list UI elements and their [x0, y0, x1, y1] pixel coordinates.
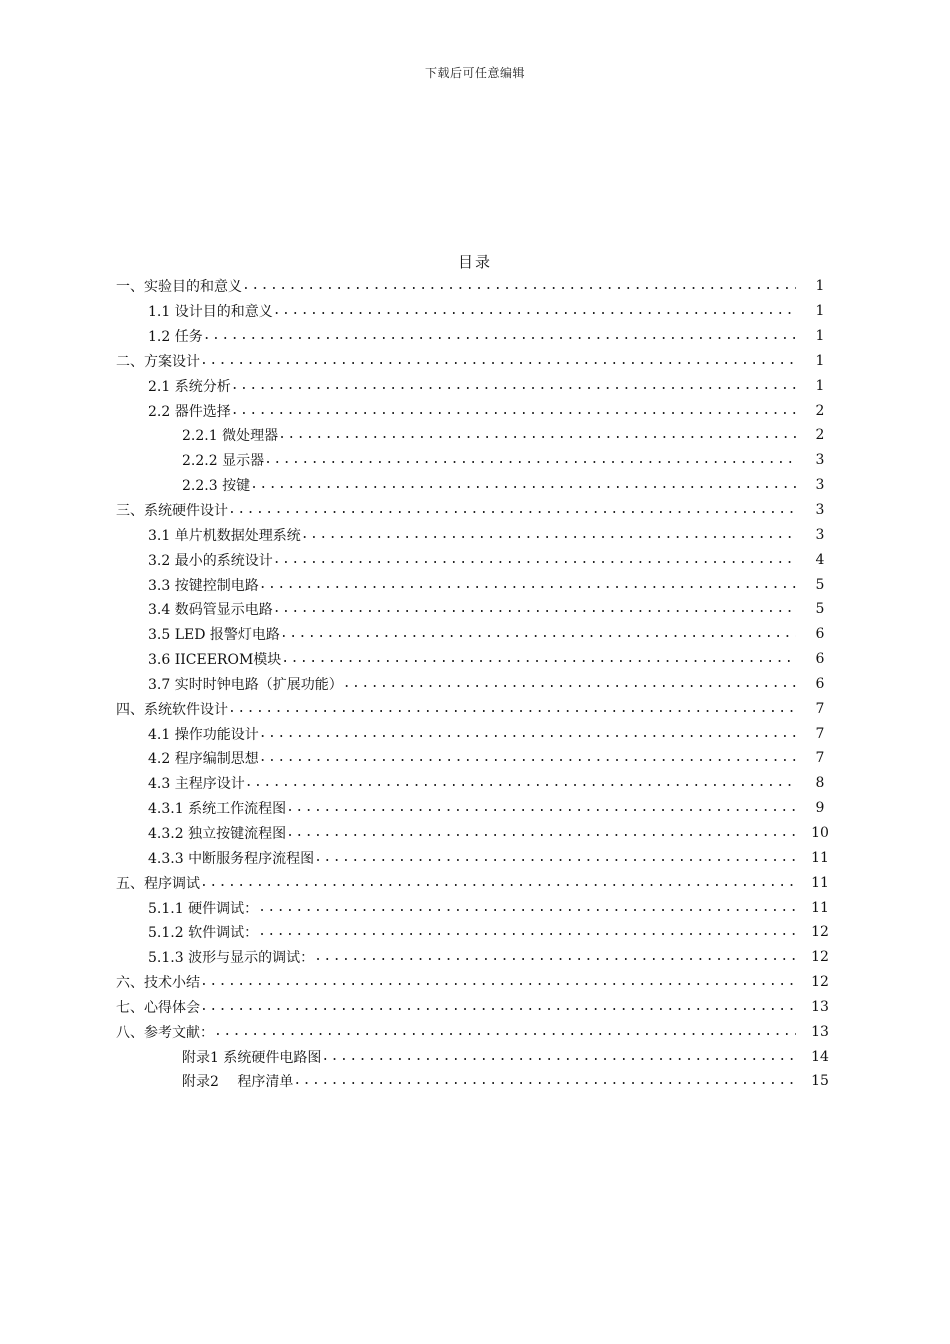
toc-entry-page-number: 13 [811, 998, 829, 1015]
toc-entry[interactable] [116, 597, 836, 622]
toc-entry-page-number: 15 [811, 1073, 829, 1090]
toc-entry-label: 五、程序调试 [116, 875, 200, 892]
toc-entry-page-number: 3 [815, 526, 825, 543]
toc-entry[interactable] [116, 448, 836, 473]
toc-dot-leader [293, 1073, 796, 1089]
toc-entry-label: 3.1 单片机数据处理系统 [148, 527, 301, 544]
toc-entry-label: 2.2 器件选择 [148, 403, 231, 420]
toc-entry[interactable] [116, 373, 836, 398]
toc-entry-page-number: 1 [815, 352, 825, 369]
toc-entry-label: 四、系统软件设计 [116, 701, 228, 718]
toc-dot-leader [231, 403, 796, 419]
toc-entry[interactable] [116, 895, 836, 920]
toc-entry-page-number: 12 [811, 949, 829, 966]
toc-entry-label: 5.1.2 软件调试： [148, 925, 259, 942]
toc-entry-page-number: 7 [815, 725, 825, 742]
toc-entry-page-number: 1 [815, 377, 825, 394]
toc-dot-leader [278, 427, 796, 443]
toc-dot-leader [228, 701, 796, 717]
toc-entry-page-number: 1 [815, 278, 825, 295]
toc-entry[interactable] [116, 845, 836, 870]
toc-dot-leader [258, 924, 796, 940]
toc-entry[interactable] [116, 274, 836, 299]
toc-entry-page-number: 12 [811, 974, 829, 991]
toc-dot-leader [259, 750, 796, 766]
toc-entry-page-number: 11 [811, 874, 829, 891]
toc-entry-label: 附录2 程序清单 [182, 1074, 294, 1091]
toc-entry-page-number: 3 [815, 502, 825, 519]
toc-entry-page-number: 5 [815, 576, 825, 593]
toc-entry-page-number: 13 [811, 1023, 829, 1040]
toc-entry[interactable] [116, 771, 836, 796]
toc-entry-page-number: 6 [815, 626, 825, 643]
table-of-contents [116, 274, 836, 1094]
toc-dot-leader [200, 353, 796, 369]
toc-entry[interactable] [116, 1019, 836, 1044]
toc-entry[interactable] [116, 945, 836, 970]
toc-entry-label: 2.2.2 显示器 [182, 453, 265, 470]
toc-entry-label: 4.3 主程序设计 [148, 776, 245, 793]
toc-entry-page-number: 6 [815, 651, 825, 668]
toc-entry-label: 4.1 操作功能设计 [148, 726, 259, 743]
toc-dot-leader [258, 900, 796, 916]
toc-entry-label: 3.2 最小的系统设计 [148, 552, 273, 569]
toc-entry-label: 六、技术小结 [116, 975, 200, 992]
toc-entry-label: 三、系统硬件设计 [116, 503, 228, 520]
toc-entry-page-number: 5 [815, 601, 825, 618]
toc-dot-leader [314, 949, 796, 965]
toc-entry[interactable] [116, 1044, 836, 1069]
toc-entry-page-number: 8 [815, 775, 825, 792]
toc-entry-label: 八、参考文献： [116, 1024, 214, 1041]
toc-entry-page-number: 14 [811, 1048, 829, 1065]
toc-entry-label: 3.3 按键控制电路 [148, 577, 259, 594]
toc-entry[interactable] [116, 647, 836, 672]
toc-entry-page-number: 1 [815, 303, 825, 320]
toc-entry[interactable] [116, 721, 836, 746]
toc-entry-page-number: 2 [815, 402, 825, 419]
toc-entry-label: 4.3.1 系统工作流程图 [148, 801, 287, 818]
toc-dot-leader [281, 651, 796, 667]
toc-entry-page-number: 3 [815, 452, 825, 469]
toc-entry-page-number: 11 [811, 899, 829, 916]
toc-dot-leader [273, 303, 796, 319]
toc-dot-leader [286, 825, 796, 841]
toc-entry-page-number: 11 [811, 849, 829, 866]
toc-entry-label: 5.1.3 波形与显示的调试： [148, 950, 315, 967]
toc-entry[interactable] [116, 796, 836, 821]
toc-dot-leader [203, 328, 796, 344]
toc-entry[interactable] [116, 821, 836, 846]
toc-entry-label: 一、实验目的和意义 [116, 279, 242, 296]
toc-dot-leader [301, 527, 796, 543]
toc-entry[interactable] [116, 324, 836, 349]
toc-entry[interactable] [116, 622, 836, 647]
toc-entry-label: 二、方案设计 [116, 353, 200, 370]
toc-entry-label: 附录1 系统硬件电路图 [182, 1049, 322, 1066]
toc-entry-label: 2.2.1 微处理器 [182, 428, 279, 445]
toc-entry[interactable] [116, 473, 836, 498]
toc-entry[interactable] [116, 572, 836, 597]
toc-dot-leader [273, 601, 796, 617]
toc-dot-leader [280, 626, 796, 642]
toc-dot-leader [259, 577, 796, 593]
toc-entry-label: 4.2 程序编制思想 [148, 751, 259, 768]
toc-entry-page-number: 12 [811, 924, 829, 941]
toc-dot-leader [245, 775, 796, 791]
toc-entry-label: 七、心得体会 [116, 999, 200, 1016]
toc-entry[interactable] [116, 522, 836, 547]
toc-entry[interactable] [116, 970, 836, 995]
toc-entry[interactable] [116, 920, 836, 945]
toc-dot-leader [250, 477, 796, 493]
toc-dot-leader [314, 850, 796, 866]
toc-entry-page-number: 1 [815, 328, 825, 345]
toc-entry[interactable] [116, 498, 836, 523]
toc-dot-leader [242, 278, 796, 294]
toc-entry-label: 1.1 设计目的和意义 [148, 304, 273, 321]
toc-dot-leader [200, 999, 796, 1015]
toc-entry-label: 2.2.3 按键 [182, 478, 251, 495]
toc-entry-label: 5.1.1 硬件调试： [148, 900, 259, 917]
toc-dot-leader [200, 974, 796, 990]
toc-entry-label: 4.3.3 中断服务程序流程图 [148, 850, 315, 867]
toc-dot-leader [264, 452, 796, 468]
toc-dot-leader [286, 800, 796, 816]
toc-entry-page-number: 6 [815, 675, 825, 692]
toc-entry-label: 1.2 任务 [148, 329, 203, 346]
toc-entry-page-number: 4 [815, 551, 825, 568]
toc-entry[interactable] [116, 746, 836, 771]
toc-entry[interactable] [116, 349, 836, 374]
toc-entry[interactable] [116, 423, 836, 448]
toc-entry-page-number: 7 [815, 700, 825, 717]
toc-dot-leader [231, 378, 796, 394]
toc-entry[interactable] [116, 1069, 836, 1094]
toc-dot-leader [228, 502, 796, 518]
toc-entry-page-number: 7 [815, 750, 825, 767]
toc-entry-page-number: 2 [815, 427, 825, 444]
toc-dot-leader [273, 552, 796, 568]
toc-entry[interactable] [116, 547, 836, 572]
toc-entry[interactable] [116, 870, 836, 895]
toc-entry-label: 3.6 IICEEROM模块 [148, 652, 282, 669]
toc-entry[interactable] [116, 696, 836, 721]
toc-entry-page-number: 3 [815, 477, 825, 494]
toc-title: 目录 [457, 253, 492, 271]
toc-dot-leader [259, 726, 796, 742]
toc-entry[interactable] [116, 994, 836, 1019]
header-note: 下载后可任意编辑 [424, 66, 525, 80]
toc-entry[interactable] [116, 398, 836, 423]
toc-entry-label: 3.7 实时时钟电路（扩展功能） [148, 676, 343, 693]
toc-dot-leader [200, 875, 796, 891]
toc-entry-label: 2.1 系统分析 [148, 378, 231, 395]
toc-dot-leader [214, 1024, 796, 1040]
toc-entry[interactable] [116, 672, 836, 697]
toc-entry-label: 3.4 数码管显示电路 [148, 602, 273, 619]
toc-dot-leader [321, 1049, 796, 1065]
toc-entry-page-number: 9 [815, 800, 825, 817]
toc-entry[interactable] [116, 299, 836, 324]
toc-entry-label: 3.5 LED 报警灯电路 [148, 627, 280, 644]
toc-entry-page-number: 10 [811, 824, 829, 841]
toc-dot-leader [343, 676, 796, 692]
toc-entry-label: 4.3.2 独立按键流程图 [148, 825, 287, 842]
